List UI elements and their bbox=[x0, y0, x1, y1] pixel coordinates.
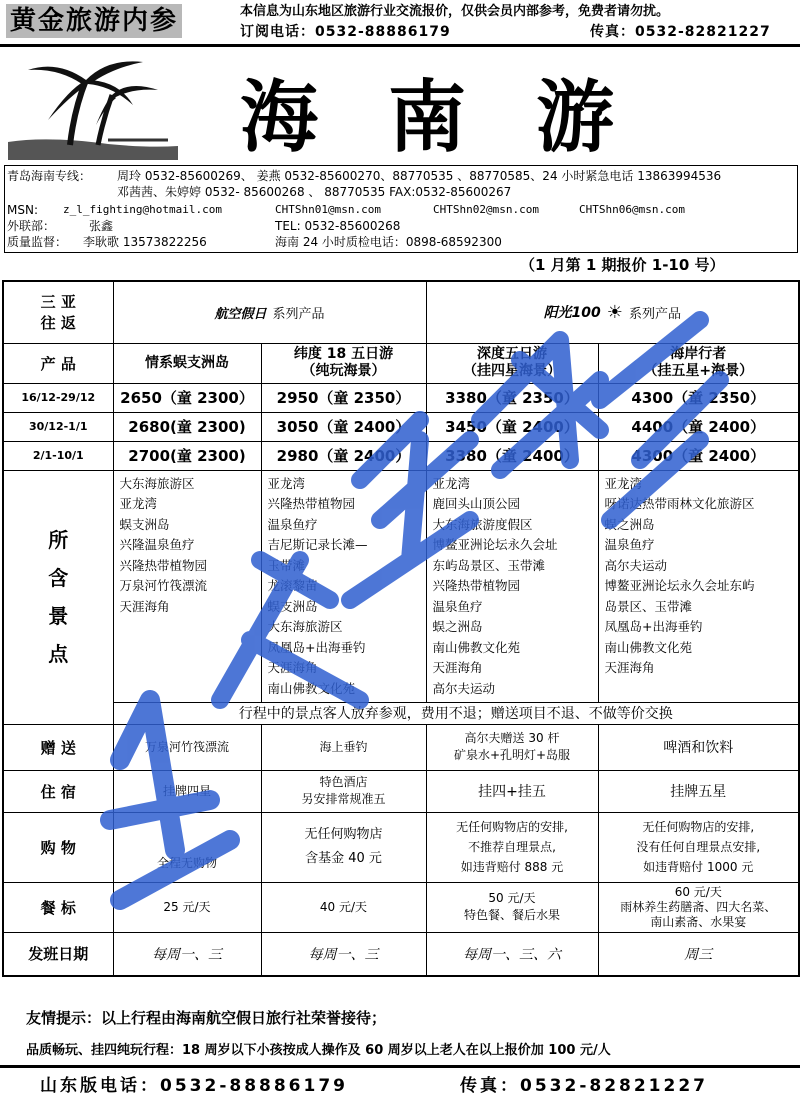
price-row bbox=[3, 412, 799, 441]
palm-tree-icon bbox=[8, 50, 178, 160]
price-cell: 2680(童 2300) bbox=[113, 412, 261, 441]
price-table bbox=[2, 280, 800, 977]
spot-item: 温泉鱼疗 bbox=[604, 537, 655, 552]
spots-label: 所 含 景 点 bbox=[3, 470, 113, 724]
spot-item: 兴隆热带植物园 bbox=[267, 496, 356, 511]
spot-item: 博鳌亚洲论坛永久会址东屿 bbox=[604, 578, 755, 593]
hainan-airlines-holiday-logo: 航空假日 bbox=[214, 306, 267, 322]
price-row bbox=[3, 383, 799, 412]
spot-item: 温泉鱼疗 bbox=[432, 598, 483, 614]
price-cell: 4300（童 2400） bbox=[598, 441, 799, 470]
bottom-phone: 山东版电话：0532-88886179 bbox=[40, 1076, 348, 1096]
price-cell: 3380（童 2350） bbox=[426, 383, 598, 412]
price-cell: 2950（童 2350） bbox=[261, 383, 426, 412]
series-a-header bbox=[113, 281, 426, 343]
hotel-1: 挂牌四星 bbox=[113, 770, 261, 812]
departure-4: 周三 bbox=[598, 932, 799, 976]
product-3: 深度五日游 （挂四星海景） bbox=[426, 343, 598, 383]
msn-2: CHTShn01@msn.com bbox=[275, 203, 381, 216]
spot-item: 鹿回头山顶公园 bbox=[432, 496, 521, 511]
price-cell: 2650（童 2300） bbox=[113, 383, 261, 412]
page-title: 海南游 bbox=[240, 72, 685, 163]
spot-item: 蜈支洲岛 bbox=[267, 598, 318, 614]
spot-item: 天涯海角 bbox=[604, 660, 655, 675]
banner-fax: 传真：0532-82821227 bbox=[590, 24, 771, 40]
friendly-tip: 友情提示：以上行程由海南航空假日旅行社荣誉接待； bbox=[26, 1009, 387, 1027]
period-label: （1 月第 1 期报价 1-10 号） bbox=[520, 256, 725, 274]
price-row bbox=[3, 441, 799, 470]
spot-item: 凤凰岛+出海垂钓 bbox=[267, 639, 366, 655]
shopping-4: 无任何购物店的安排, 没有任何自理景点安排, 如违背赔付 1000 元 bbox=[598, 812, 799, 882]
series-b-header bbox=[426, 281, 799, 343]
date-range: 30/12-1/1 bbox=[3, 412, 113, 441]
line2-text: 邓茜茜、朱婷婷 0532- 85600268 、 88770535 FAX:0532-85600267 bbox=[117, 185, 512, 199]
spot-item: 大东海旅游区 bbox=[267, 619, 343, 634]
order-phone: 订阅电话：0532-88886179 bbox=[240, 24, 451, 40]
series-b-label: 系列产品 bbox=[628, 306, 681, 322]
spot-item: 南山佛教文化苑 bbox=[432, 639, 521, 655]
spots-list-1 bbox=[113, 470, 261, 702]
gift-1: 万泉河竹筏漂流 bbox=[113, 724, 261, 770]
spot-item: 蜈之洲岛 bbox=[604, 516, 655, 532]
series-a-label: 系列产品 bbox=[272, 306, 325, 322]
msn-4: CHTShn06@msn.com bbox=[579, 203, 685, 216]
spot-item: 万泉河竹筏漂流 bbox=[119, 578, 208, 593]
spot-item: 博鳌亚洲论坛永久会址 bbox=[432, 537, 558, 552]
date-range: 2/1-10/1 bbox=[3, 441, 113, 470]
watermark-text: 海航假日 bbox=[430, 632, 470, 643]
price-cell: 3380（童 2400） bbox=[426, 441, 598, 470]
meal-1: 25 元/天 bbox=[113, 882, 261, 932]
product-label: 产 品 bbox=[3, 343, 113, 383]
spot-item: 兴隆热带植物园 bbox=[119, 557, 208, 573]
spots-list-2 bbox=[261, 470, 426, 702]
spot-item: 亚龙湾 bbox=[267, 475, 306, 491]
spot-item: 大东海旅游区 bbox=[119, 475, 195, 491]
dept-name: 张鑫 bbox=[89, 219, 114, 233]
msn-label: MSN: bbox=[7, 203, 38, 217]
dept-tel: TEL: 0532-85600268 bbox=[275, 219, 401, 233]
spot-item: 兴隆热带植物园 bbox=[432, 578, 521, 593]
gift-3: 高尔夫赠送 30 杆 矿泉水+孔明灯+岛服 bbox=[426, 724, 598, 770]
meal-label: 餐 标 bbox=[3, 882, 113, 932]
meal-2: 40 元/天 bbox=[261, 882, 426, 932]
spot-item: 亚龙湾 bbox=[604, 475, 643, 491]
qc-name: 李耿歌 13573822256 bbox=[83, 235, 207, 249]
msn-3: CHTShn02@msn.com bbox=[433, 203, 539, 216]
msn-1: z_l_fighting@hotmail.com bbox=[63, 203, 222, 216]
spot-item: 龙滚黎苗 bbox=[267, 578, 318, 593]
date-range: 16/12-29/12 bbox=[3, 383, 113, 412]
sunshine-100-logo: 阳光100 bbox=[543, 305, 601, 322]
spots-list-4 bbox=[598, 470, 799, 702]
qc-label: 质量监督： bbox=[7, 235, 68, 249]
departure-label: 发班日期 bbox=[3, 932, 113, 976]
price-cell: 3050（童 2400） bbox=[261, 412, 426, 441]
gift-2: 海上垂钓 bbox=[261, 724, 426, 770]
spot-item: 高尔夫运动 bbox=[604, 557, 668, 573]
hotel-3: 挂四+挂五 bbox=[426, 770, 598, 812]
product-4: 海岸行者 （挂五星+海景） bbox=[598, 343, 799, 383]
line1-text: 周玲 0532-85600269、 姜燕 0532-85600270、88770535 、88770585、24 小时紧急电话 13863994536 bbox=[117, 169, 722, 183]
product-1: 情系蜈支洲岛 bbox=[113, 343, 261, 383]
shopping-label: 购 物 bbox=[3, 812, 113, 882]
sun-icon: ☀ bbox=[606, 301, 623, 323]
spot-item: 南山佛教文化苑 bbox=[267, 680, 356, 696]
spot-item: 东屿岛景区、玉带滩 bbox=[432, 557, 546, 573]
price-cell: 3450（童 2400） bbox=[426, 412, 598, 441]
spot-item: 玉带滩 bbox=[267, 557, 306, 573]
spot-item: 亚龙湾 bbox=[432, 475, 471, 491]
price-cell: 4400（童 2400） bbox=[598, 412, 799, 441]
spot-item: 凤凰岛+出海垂钓 bbox=[604, 619, 703, 634]
dept-label: 外联部： bbox=[7, 219, 56, 233]
gift-4: 啤酒和饮料 bbox=[598, 724, 799, 770]
departure-2: 每周一、三 bbox=[261, 932, 426, 976]
spots-list-3 bbox=[426, 470, 598, 702]
shopping-3: 无任何购物店的安排, 不推荐自理景点, 如违背赔付 888 元 bbox=[426, 812, 598, 882]
spot-item: 天涯海角 bbox=[119, 598, 170, 614]
spot-item: 大东海旅游度假区 bbox=[432, 516, 533, 532]
price-cell: 4300（童 2350） bbox=[598, 383, 799, 412]
bottom-fax: 传真：0532-82821227 bbox=[460, 1076, 708, 1096]
line1-label: 青岛海南专线： bbox=[7, 169, 92, 183]
hotel-label: 住 宿 bbox=[3, 770, 113, 812]
shopping-1: 全程无购物 bbox=[113, 812, 261, 882]
brand-name: 黄金旅游内参 bbox=[6, 4, 182, 38]
spot-item: 温泉鱼疗 bbox=[267, 516, 318, 532]
product-2: 纬度 18 五日游 （纯玩海景） bbox=[261, 343, 426, 383]
age-note: 品质畅玩、挂四纯玩行程：18 周岁以下小孩按成人操作及 60 周岁以上老人在以上报价加 100 元/人 bbox=[26, 1043, 611, 1058]
shopping-2: 无任何购物店 含基金 40 元 bbox=[261, 812, 426, 882]
price-cell: 2980（童 2400） bbox=[261, 441, 426, 470]
spot-item: 蜈之洲岛 bbox=[432, 619, 483, 634]
spots-note: 行程中的景点客人放弃参观，费用不退；赠送项目不退、不做等价交换 bbox=[113, 702, 799, 724]
hotel-4: 挂牌五星 bbox=[598, 770, 799, 812]
route-label: 三 亚 往 返 bbox=[3, 281, 113, 343]
spot-item: 天涯海角 bbox=[267, 660, 318, 675]
spot-item: 岛景区、玉带滩 bbox=[604, 598, 693, 614]
contact-box bbox=[4, 165, 798, 253]
departure-1: 每周一、三 bbox=[113, 932, 261, 976]
meal-3: 50 元/天 特色餐、餐后水果 bbox=[426, 882, 598, 932]
departure-3: 每周一、三、六 bbox=[426, 932, 598, 976]
spot-item: 兴隆温泉鱼疗 bbox=[119, 537, 195, 552]
spot-item: 吉尼斯记录长滩— bbox=[267, 537, 368, 552]
spot-item: 呀诺达热带雨林文化旅游区 bbox=[604, 496, 755, 511]
banner-disclaimer: 本信息为山东地区旅游行业交流报价，仅供会员内部参考，免费者请勿扰。 bbox=[240, 4, 670, 19]
hotel-2: 特色酒店 另安排常规准五 bbox=[261, 770, 426, 812]
spot-item: 天涯海角 bbox=[432, 660, 483, 675]
spot-item: 亚龙湾 bbox=[119, 496, 158, 511]
price-cell: 2700(童 2300) bbox=[113, 441, 261, 470]
qc-tel: 海南 24 小时质检电话：0898-68592300 bbox=[275, 235, 502, 249]
spot-item: 高尔夫运动 bbox=[432, 680, 496, 696]
gift-label: 赠 送 bbox=[3, 724, 113, 770]
spot-item: 南山佛教文化苑 bbox=[604, 639, 693, 655]
meal-4: 60 元/天 雨林养生药膳斋、四大名菜、 南山素斋、水果宴 bbox=[598, 882, 799, 932]
spot-item: 蜈支洲岛 bbox=[119, 516, 170, 532]
